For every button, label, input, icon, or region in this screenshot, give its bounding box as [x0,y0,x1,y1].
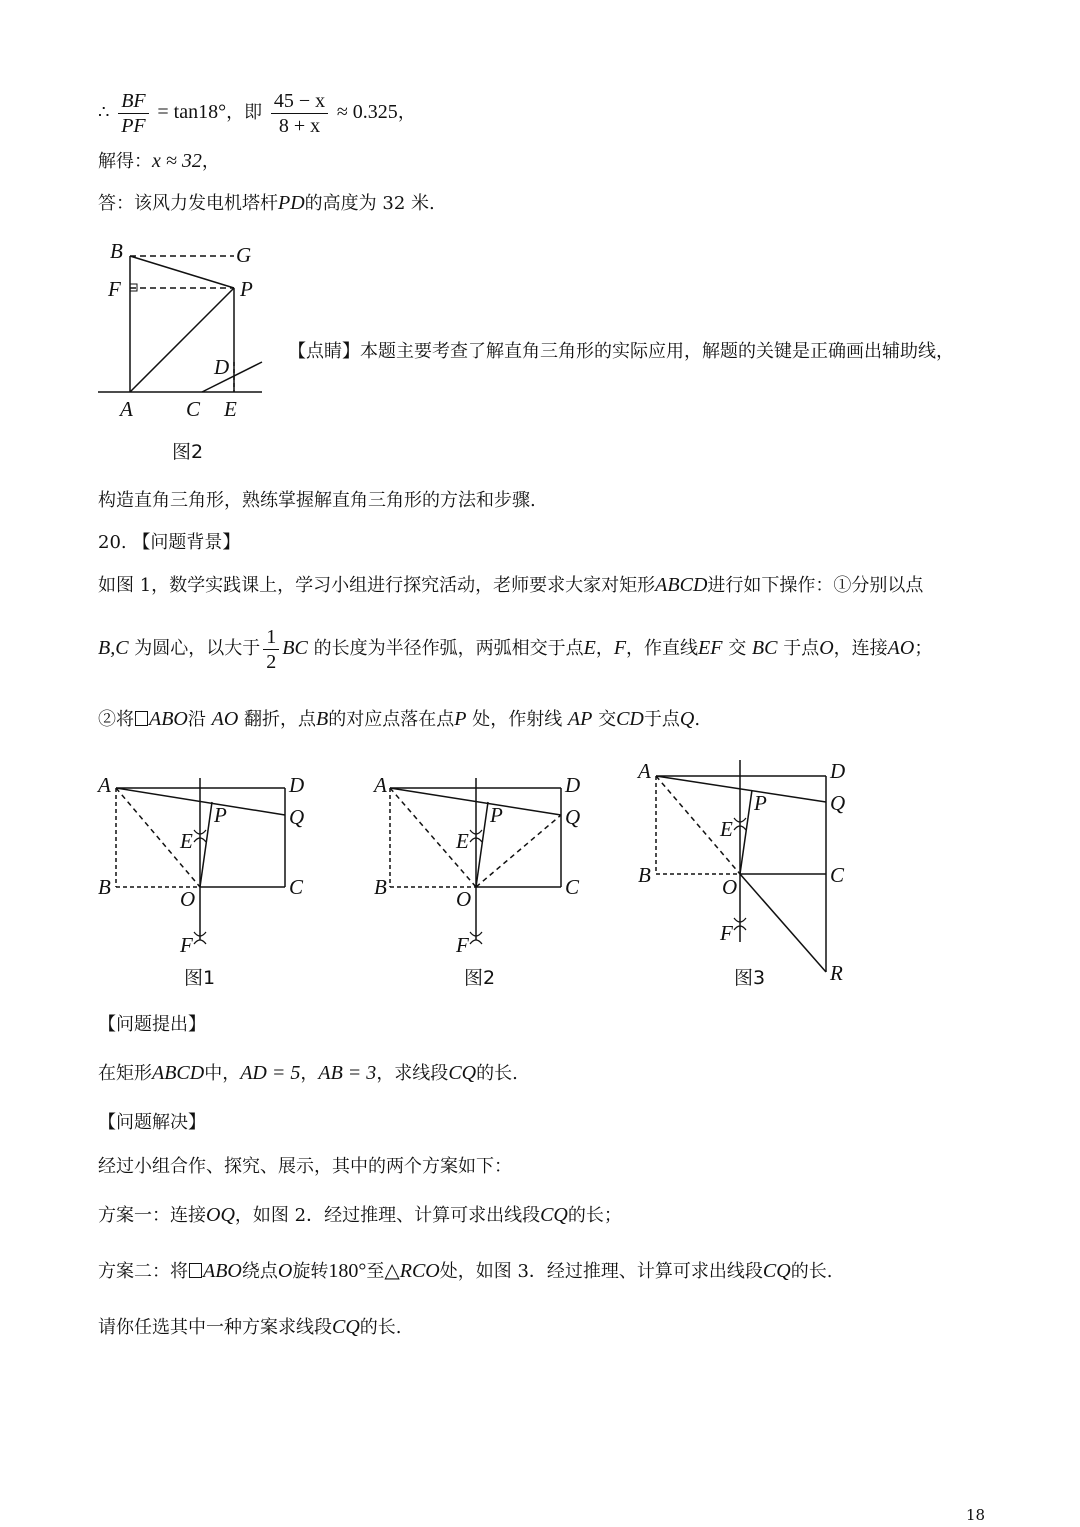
problem-raise-heading: 【问题提出】 [98,1014,206,1035]
therefore-symbol: ∴ [98,102,110,123]
caption-fig3: 图3 [734,967,766,989]
fraction-bf-pf: $\frac{BF}{PF}$ [118,89,148,138]
fig2-label-O: O [456,887,472,911]
remark-line-2: 构造直角三角形，熟练掌握解直角三角形的方法和步骤. [98,490,536,511]
fig3-label-B: B [638,863,651,887]
fig3-label-P: P [754,791,767,815]
label-P: P [240,277,253,301]
problem-solve-heading: 【问题解决】 [98,1112,206,1133]
figure-tower-diagram [90,232,280,472]
caption-fig2: 图2 [464,967,496,989]
figures-1-3 [90,752,890,1002]
remark-line-1: 【点睛】本题主要考查了解直角三角形的实际应用，解题的关键是正确画出辅助线， [288,341,954,362]
label-G: G [236,243,252,267]
fig1-label-A: A [98,773,111,797]
figure-1 [96,773,304,989]
label-C: C [186,397,201,421]
fig1-label-E: E [180,829,193,853]
fig2-label-C: C [565,875,580,899]
fig1-label-F: F [180,933,193,957]
fig2-label-A: A [374,773,387,797]
triangle-placeholder-glyph [135,711,148,726]
fig2-label-Q: Q [565,805,581,829]
fig3-label-Q: Q [830,791,846,815]
fig1-label-D: D [289,773,305,797]
label-A: A [120,397,133,421]
fig1-label-Q: Q [289,805,305,829]
triangle-placeholder-glyph [189,1263,202,1278]
label-F: F [108,277,121,301]
fig3-label-D: D [830,759,846,783]
fig3-label-C: C [830,863,845,887]
fig3-label-F: F [720,921,733,945]
answer-line: 答：该风力发电机塔杆PD的高度为 32 米. [98,192,435,214]
figure-3 [636,759,845,989]
fig3-label-O: O [722,875,738,899]
fig2-label-P: P [490,803,503,827]
solution-line-2: 解得：x ≈ 32， [98,150,220,172]
plan-two: 方案二：将 ABO绕点O旋转180°至△RCO处，如图 3．经过推理、计算可求出线段CQ的长. [98,1260,833,1282]
q20-paragraph-2: B,C 为圆心，以大于 $\frac{1}{2}$ BC 的长度为半径作弧，两弧相交于点E，F，作直线EF 交 BC 于点O，连接AO； [98,625,933,673]
fraction-45-x: $\frac{45 - x}{8 + x}$ [271,89,328,138]
label-D: D [214,355,230,379]
fig1-label-B: B [98,875,111,899]
fig3-label-R: R [830,961,843,985]
q20-paragraph-1: 如图 1，数学实践课上，学习小组进行探究活动，老师要求大家对矩形ABCD进行如下操作：①分别以点 [98,574,924,596]
label-E: E [224,397,237,421]
remark-tag: 【点睛】 [288,341,360,362]
caption-fig1: 图1 [184,967,216,989]
fig2-label-B: B [374,875,387,899]
q20-paragraph-3: ②将 ABO沿 AO 翻折，点B的对应点落在点P 处，作射线 AP 交CD于点Q. [98,708,701,730]
fig3-label-A: A [638,759,651,783]
label-B: B [110,239,123,263]
problem-solve-intro: 经过小组合作、探究、展示，其中的两个方案如下： [98,1156,512,1177]
fig1-label-C: C [289,875,304,899]
figure-2 [372,773,580,989]
plan-one: 方案一：连接OQ，如图 2．经过推理、计算可求出线段CQ的长； [98,1204,622,1226]
fig3-label-E: E [720,817,733,841]
problem-raise-text: 在矩形ABCD中，AD = 5，AB = 3，求线段CQ的长. [98,1062,518,1084]
fig1-label-P: P [214,803,227,827]
question-20-heading: 20. 【问题背景】 [98,532,241,553]
fig1-label-O: O [180,887,196,911]
fig2-label-F: F [456,933,469,957]
final-instruction: 请你任选其中一种方案求线段CQ的长. [98,1316,402,1338]
page-number: 18 [966,1506,986,1524]
fig2-label-E: E [456,829,469,853]
fig2-label-D: D [565,773,581,797]
solution-line-1: ∴ $\frac{BF}{PF}$ = tan18°，即 $\frac{45 - x}{8 + x}$ ≈ 0.325， [98,89,416,137]
figure-caption: 图2 [172,441,204,463]
fraction-one-half: $\frac{1}{2}$ [263,625,279,674]
